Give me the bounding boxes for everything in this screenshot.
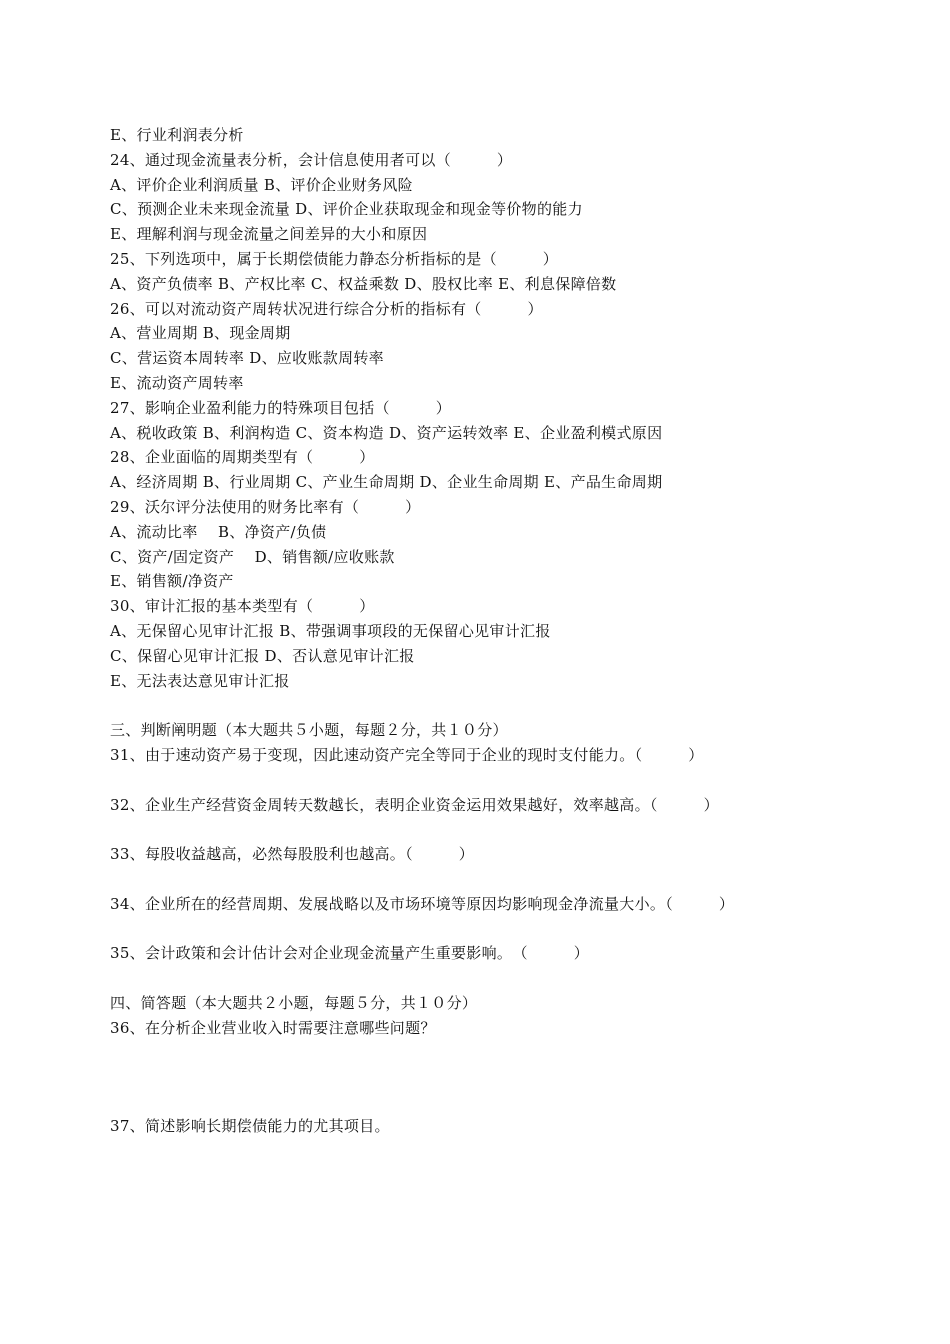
question-34: 34、企业所在的经营周期、发展战略以及市场环境等原因均影响现金净流量大小。（ ）: [110, 894, 735, 913]
question-37: 37、简述影响长期偿债能力的尤其项目。: [110, 1117, 390, 1136]
spacer: [110, 917, 910, 942]
spacer: [110, 693, 910, 718]
option-line: A、资产负债率 B、产权比率 C、权益乘数 D、股权比率 E、利息保障倍数: [110, 274, 617, 293]
option-line: E、销售额/净资产: [110, 572, 234, 591]
option-line: C、保留心见审计汇报 D、否认意见审计汇报: [110, 646, 415, 665]
option-line: A、经济周期 B、行业周期 C、产业生命周期 D、企业生命周期 E、产品生命周期: [110, 473, 663, 492]
true-false-section: [110, 718, 910, 966]
document-page: [110, 123, 910, 1139]
question-26: 26、可以对流动资产周转状况进行综合分析的指标有（ ）: [110, 299, 543, 318]
option-line: E、理解利润与现金流量之间差异的大小和原因: [110, 225, 428, 244]
question-24: 24、通过现金流量表分析，会计信息使用者可以（ ）: [110, 150, 513, 169]
multiple-choice-block: [110, 123, 910, 693]
spacer: [110, 867, 910, 892]
section-heading: 四、简答题（本大题共２小题，每题５分，共１０分）: [110, 993, 478, 1012]
spacer: [110, 817, 910, 842]
section-heading: 三、判断阐明题（本大题共５小题，每题２分，共１０分）: [110, 721, 508, 740]
spacer: [110, 966, 910, 991]
question-35: 35、会计政策和会计估计会对企业现金流量产生重要影响。 （ ）: [110, 944, 589, 963]
question-30: 30、审计汇报的基本类型有（ ）: [110, 597, 375, 616]
question-29: 29、沃尔评分法使用的财务比率有（ ）: [110, 497, 421, 516]
option-line: C、预测企业未来现金流量 D、评价企业获取现金和现金等价物的能力: [110, 200, 583, 219]
option-line: E、流动资产周转率: [110, 373, 244, 392]
question-27: 27、影响企业盈利能力的特殊项目包括（ ）: [110, 398, 451, 417]
option-line: E、行业利润表分析: [110, 126, 244, 144]
option-line: C、营运资本周转率 D、应收账款周转率: [110, 349, 384, 368]
option-line: A、流动比率 B、净资产/负债: [110, 522, 327, 541]
option-line: C、资产/固定资产 D、销售额/应收账款: [110, 547, 395, 566]
question-25: 25、下列选项中，属于长期偿债能力静态分析指标的是（ ）: [110, 249, 559, 268]
spacer: [110, 768, 910, 793]
short-answer-section: [110, 991, 910, 1139]
answer-space: [110, 1040, 910, 1114]
option-line: A、税收政策 B、利润构造 C、资本构造 D、资产运转效率 E、企业盈利模式原因: [110, 423, 663, 442]
question-33: 33、每股收益越高，必然每股股利也越高。（ ）: [110, 845, 475, 864]
question-32: 32、企业生产经营资金周转天数越长，表明企业资金运用效果越好，效率越高。（ ）: [110, 795, 719, 814]
option-line: A、营业周期 B、现金周期: [110, 324, 291, 343]
question-36: 36、在分析企业营业收入时需要注意哪些问题？: [110, 1018, 436, 1037]
option-line: E、无法表达意见审计汇报: [110, 671, 290, 690]
question-28: 28、企业面临的周期类型有（ ）: [110, 448, 375, 467]
option-line: A、评价企业利润质量 B、评价企业财务风险: [110, 175, 413, 194]
option-line: A、无保留心见审计汇报 B、带强调事项段的无保留心见审计汇报: [110, 621, 551, 640]
question-31: 31、由于速动资产易于变现，因此速动资产完全等同于企业的现时支付能力。（ ）: [110, 745, 704, 764]
